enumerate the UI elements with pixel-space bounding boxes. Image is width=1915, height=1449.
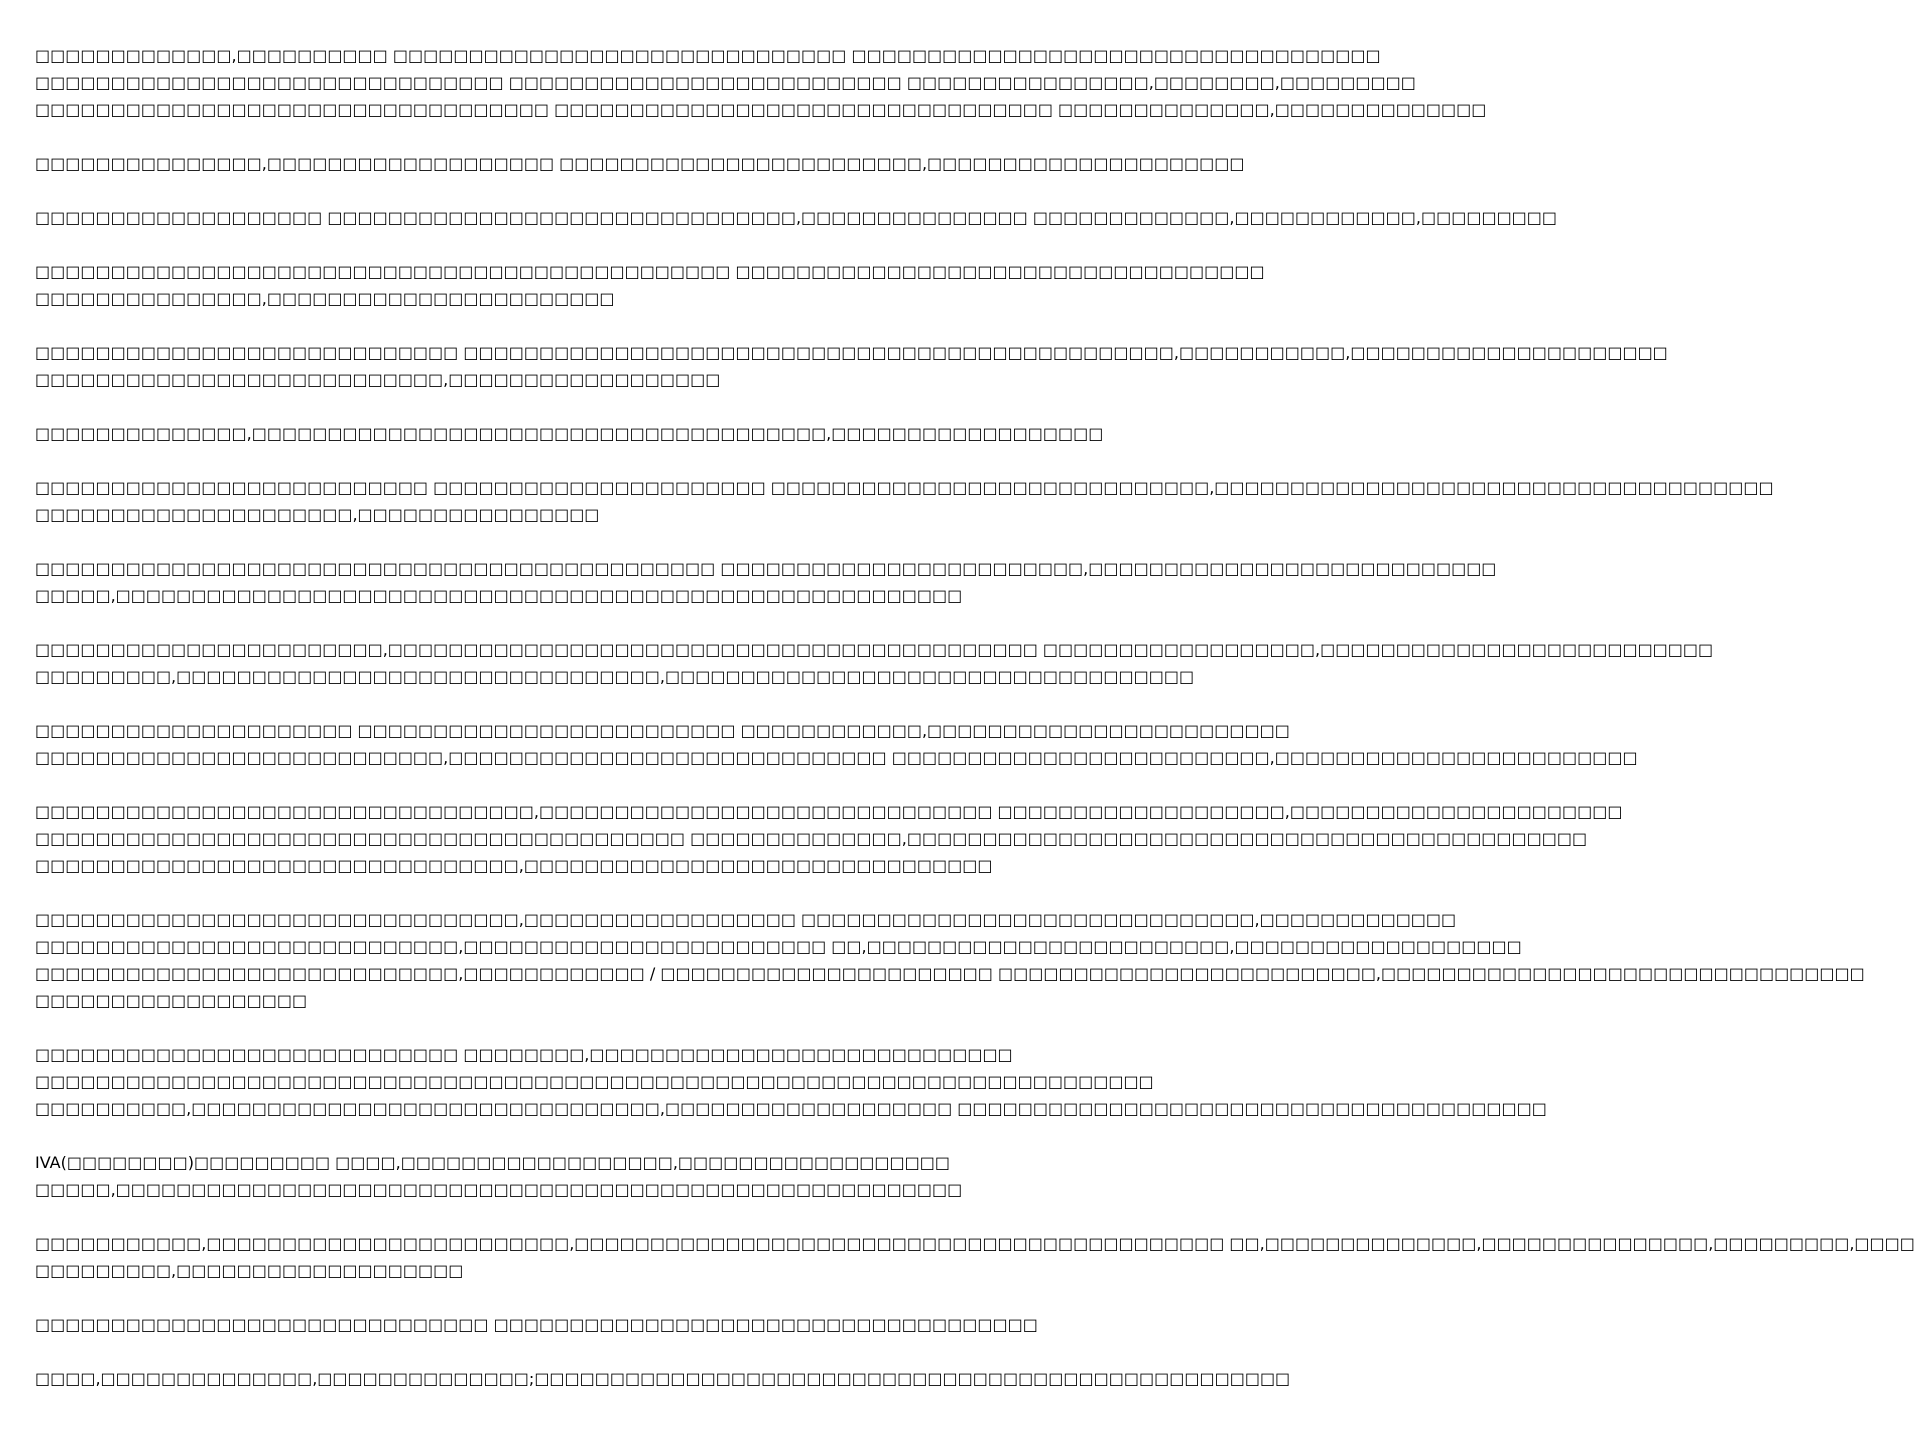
- paragraph: [35, 555, 1497, 609]
- text-line: □□□□□□□□□□□□□□□□□□□□□□□□□□□□□□ □□□□□□□□□□□□□□□□□□□□□□□□□□□□□□□□□□□□: [35, 1315, 1038, 1334]
- paragraph: [35, 1311, 1038, 1338]
- paragraph: [35, 636, 1714, 690]
- text-line: IVA(□□□□□□□□)□□□□□□□□□ □□□□,□□□□□□□□□□□□□□□□□□,□□□□□□□□□□□□□□□□□□: [35, 1153, 951, 1172]
- text-line: □□□□□□□□□,□□□□□□□□□□□□□□□□□□□□□□□□□□□□□□□□,□□□□□□□□□□□□□□□□□□□□□□□□□□□□□□□□□□□: [35, 667, 1195, 686]
- paragraph: [35, 204, 1558, 231]
- text-line: □□□□□□□□□□□□□□□□□□□□□□□□□□□□□□□□,□□□□□□□□□□□□□□□□□□ □□□□□□□□□□□□□□□□□□□□□□□□□□□□□□,□□□□□□□□□□□□□: [35, 910, 1457, 929]
- text-line: □□□□□□□□□□□□□□□□□□□□□□□□□□□□□□□□□□□□□□□□□□□□□ □□□□□□□□□□□□□□□□□□□□□□□□,□□□□□□□□□□□□□□□□□□□□□□□□□□□: [35, 559, 1497, 578]
- paragraph: [35, 258, 1265, 312]
- text-line: □□□□□□□□□□□□□□□,□□□□□□□□□□□□□□□□□□□□□□□: [35, 289, 615, 308]
- text-line: □□□□□□□□□,□□□□□□□□□□□□□□□□□□□: [35, 1261, 464, 1280]
- text-line: □□□□□□□□□□□□□□□□□□□□□□□□□□□,□□□□□□□□□□□□□□□□□□: [35, 370, 721, 389]
- paragraph: [35, 798, 1623, 879]
- paragraph: [35, 717, 1638, 771]
- text-line: □□□□□□□□□□□□□□□□□□: [35, 991, 308, 1010]
- text-line: □□□□□□□□□□□□□□□□□□□□□□□□□□□□□□□ □□□□□□□□□□□□□□□□□□□□□□□□□□ □□□□□□□□□□□□□□□□,□□□□□□□□,□□□□□□□□□: [35, 73, 1416, 92]
- text-line: □□□□□□□□□□□□□□□□□□□□□□□□□□□□□□□□□□□□□□□□□□□□□□□□□□□□□□□□□□□□□□□□□□□□□□□□□□: [35, 1072, 1154, 1091]
- text-line: □□□□□□□□□□□□□□□□□□□□□□□□□□□□ □□□□□□□□□□□□□□□□□□□□□□□□□□□□□□□□□□□□□□□□□□□□□□□,□□□□□□□□□□□,□□□□□□□□□□□□□□□□□□□□□: [35, 343, 1668, 362]
- paragraph: [35, 906, 1865, 1014]
- paragraph: [35, 474, 1774, 528]
- text-line: □□□□□□□□□□□□□□□□□□□□□□□□□□□□□□□□□,□□□□□□□□□□□□□□□□□□□□□□□□□□□□□□ □□□□□□□□□□□□□□□□□□□,□□□□□□□□□□□□□□□□□□□□□□: [35, 802, 1623, 821]
- text-line: □□□□□□□□□□□□□□□□□□□□□□□□□□□□,□□□□□□□□□□□□□□□□□□□□□□□□ □□,□□□□□□□□□□□□□□□□□□□□□□□□,□□□□□□□□□□□□□□□□□□□: [35, 937, 1522, 956]
- paragraph: [35, 1041, 1547, 1122]
- paragraph: [35, 1230, 1915, 1284]
- text-line: □□□□□,□□□□□□□□□□□□□□□□□□□□□□□□□□□□□□□□□□□□□□□□□□□□□□□□□□□□□□□□: [35, 586, 963, 605]
- text-line: □□□□□□□□□□□□□□□□□□□□□□□,□□□□□□□□□□□□□□□□□□□□□□□□□□□□□□□□□□□□□□□□□□□ □□□□□□□□□□□□□□□□□□,□□□□□□□□□□□□□□□□□□□□□□□□□□: [35, 640, 1714, 659]
- text-line: □□□□□□□□□□□□□□□□□□□□□□□□□□ □□□□□□□□□□□□□□□□□□□□□□ □□□□□□□□□□□□□□□□□□□□□□□□□□□□□,□□□□□□□□□□□□□□□□□□□□□□□□□□□□□□□□□□□□□: [35, 478, 1774, 497]
- paragraph: [35, 339, 1668, 393]
- text-line: □□□□□□□□□□□□□□□□□□□□□□□□□□□,□□□□□□□□□□□□□□□□□□□□□□□□□□□□□ □□□□□□□□□□□□□□□□□□□□□□□□□,□□□□□□□□□□□□□□□□□□□□□□□□: [35, 748, 1638, 767]
- text-line: □□□□□□□□□□□□□□□□□□□□□□□□□□□□□□□□□□ □□□□□□□□□□□□□□□□□□□□□□□□□□□□□□□□□ □□□□□□□□□□□□□□,□□□□□□□□□□□□□□: [35, 100, 1487, 119]
- paragraph: [35, 420, 1104, 447]
- text-line: □□□□□□□□□□□□□□□,□□□□□□□□□□□□□□□□□□□ □□□□□□□□□□□□□□□□□□□□□□□□,□□□□□□□□□□□□□□□□□□□□□: [35, 154, 1245, 173]
- document-body: [35, 42, 1915, 1419]
- text-line: □□□□□□□□□□□□□□,□□□□□□□□□□□□□□□□□□□□□□□□□□□□□□□□□□□□□□,□□□□□□□□□□□□□□□□□□: [35, 424, 1104, 443]
- text-line: □□□□□□□□□□,□□□□□□□□□□□□□□□□□□□□□□□□□□□□□□□,□□□□□□□□□□□□□□□□□□□ □□□□□□□□□□□□□□□□□□□□□□□□□□□□□□□□□□□□□□□: [35, 1099, 1547, 1118]
- text-line: □□□□,□□□□□□□□□□□□□□,□□□□□□□□□□□□□□;□□□□□□□□□□□□□□□□□□□□□□□□□□□□□□□□□□□□□□□□□□□□□□□□□□: [35, 1369, 1291, 1388]
- text-line: □□□□□□□□□□□□□□□□□□□□□ □□□□□□□□□□□□□□□□□□□□□□□□□ □□□□□□□□□□□□,□□□□□□□□□□□□□□□□□□□□□□□□: [35, 721, 1290, 740]
- text-line: □□□□□□□□□□□□□□□□□□□□□□□□□□□□□□□□□□□□□□□□□□□□□□ □□□□□□□□□□□□□□□□□□□□□□□□□□□□□□□□□□□: [35, 262, 1265, 281]
- text-line: □□□□□□□□□□□□□□□□□□□□□□□□□□□□ □□□□□□□□,□□□□□□□□□□□□□□□□□□□□□□□□□□□□: [35, 1045, 1013, 1064]
- text-line: □□□□□□□□□□□,□□□□□□□□□□□□□□□□□□□□□□□□,□□□□□□□□□□□□□□□□□□□□□□□□□□□□□□□□□□□□□□□□□□□ □□,□□□□□□□□□□□□□□,□□□□□□□□□□□□□□□,□□□□□□□□□,□□□□: [35, 1234, 1915, 1253]
- text-line: □□□□□□□□□□□□□□□□□□□ □□□□□□□□□□□□□□□□□□□□□□□□□□□□□□□,□□□□□□□□□□□□□□□ □□□□□□□□□□□□□,□□□□□□□□□□□□,□□□□□□□□□: [35, 208, 1558, 227]
- text-line: □□□□□,□□□□□□□□□□□□□□□□□□□□□□□□□□□□□□□□□□□□□□□□□□□□□□□□□□□□□□□□: [35, 1180, 963, 1199]
- text-line: □□□□□□□□□□□□□□□□□□□□□□□□□□□□,□□□□□□□□□□□□ / □□□□□□□□□□□□□□□□□□□□□□ □□□□□□□□□□□□□□□□□□□□□□□□□,□□□□□□□□□□□□□□□□□□□□□□□□□□□□□□□□: [35, 964, 1865, 983]
- text-line: □□□□□□□□□□□□□□□□□□□□□□□□□□□□□□□□,□□□□□□□□□□□□□□□□□□□□□□□□□□□□□□□: [35, 856, 993, 875]
- paragraph: [35, 42, 1487, 123]
- paragraph: [35, 1365, 1291, 1392]
- paragraph: [35, 150, 1245, 177]
- text-line: □□□□□□□□□□□□□□□□□□□□□□□□□□□□□□□□□□□□□□□□□□□ □□□□□□□□□□□□□□,□□□□□□□□□□□□□□□□□□□□□□□□□□□□□□□□□□□□□□□□□□□□□: [35, 829, 1588, 848]
- text-line: □□□□□□□□□□□□□□□□□□□□□,□□□□□□□□□□□□□□□□: [35, 505, 600, 524]
- paragraph: [35, 1149, 995, 1203]
- text-line: □□□□□□□□□□□□□,□□□□□□□□□□ □□□□□□□□□□□□□□□□□□□□□□□□□□□□□□ □□□□□□□□□□□□□□□□□□□□□□□□□□□□□□□□□□□: [35, 46, 1381, 65]
